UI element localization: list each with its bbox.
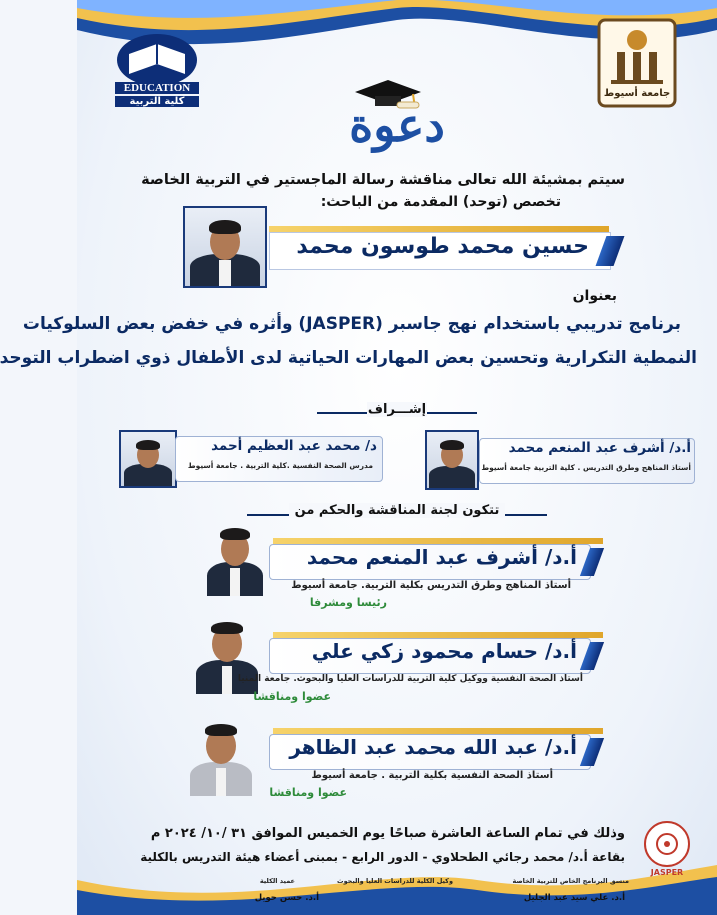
footer-venue-line: بقاعة أ.د/ محمد رجائي الطحلاوي - الدور الرابع - بمبنى أعضاء هيئة التدريس بالكلية	[140, 850, 625, 864]
jasper-logo-icon	[639, 820, 695, 868]
thesis-label: بعنوان	[572, 288, 617, 304]
researcher-name: حسين محمد طوسون محمد	[296, 234, 589, 259]
supervisor-1-title: أستاذ المناهج وطرق التدريس . كلية التربية جامعة أسيوط	[481, 463, 691, 472]
committee-member-1-photo	[207, 520, 263, 596]
supervisor-2-name: د/ محمد عبد العظيم أحمد	[211, 438, 377, 454]
supervision-label: إشـــراف	[367, 402, 427, 417]
supervisor-2-photo	[119, 430, 177, 488]
committee-member-2-name: أ.د/ حسام محمود زكي علي	[311, 639, 577, 663]
signature-2-title: وكيل الكلية للدراسات العليا والبحوث	[337, 877, 453, 885]
committee-member-3-name: أ.د/ عبد الله محمد عبد الظاهر	[289, 735, 577, 759]
intro-line-2: تخصص (توحد) المقدمة من الباحث:	[320, 194, 561, 210]
committee-member-3-photo	[189, 716, 253, 796]
thesis-title-line-1: برنامج تدريبي باستخدام نهج جاسبر (JASPER) وأثره في خفض بعض السلوكيات	[22, 314, 681, 334]
committee-member-2-title: أستاذ الصحة النفسية ووكيل كلية التربية للدراسات العليا والبحوث. جامعة المنيا	[237, 674, 583, 684]
education-logo-text: EDUCATION	[115, 82, 199, 94]
jasper-badge	[639, 820, 695, 880]
researcher-name-banner	[269, 226, 609, 270]
researcher-photo	[183, 206, 267, 288]
education-logo-subtext: كلية التربية	[115, 96, 199, 107]
jasper-badge-text: JASPER	[650, 868, 684, 877]
education-logo	[115, 30, 199, 110]
committee-member-3-role: عضوا ومناقشا	[269, 786, 347, 799]
committee-member-2-role: عضوا ومناقشا	[253, 690, 331, 703]
thesis-title-line-2: النمطية التكرارية وتحسين بعض المهارات الحياتية لدى الأطفال ذوي اضطراب التوحد	[0, 348, 697, 368]
bottom-wave-decoration	[77, 855, 717, 915]
assiut-university-logo	[597, 18, 677, 108]
committee-member-1-role: رئيسا ومشرفا	[309, 596, 387, 609]
book-icon	[115, 30, 199, 86]
committee-member-1-name: أ.د/ أشرف عبد المنعم محمد	[306, 545, 577, 569]
signature-1-title: منسق البرنامج الخاص للتربية الخاصة	[512, 877, 629, 885]
committee-member-3-title: أستاذ الصحة النفسية بكلية التربية . جامعة أسيوط	[311, 770, 553, 781]
committee-member-1-title: أستاذ المناهج وطرق التدريس بكلية التربية. جامعة أسيوط	[291, 580, 571, 591]
signature-1-name: أ.د. علي سيد عبد الجليل	[523, 893, 625, 903]
signature-3-name: أ.د. حسن حويل	[254, 893, 319, 903]
supervisor-1-name: أ.د/ أشرف عبد المنعم محمد	[508, 440, 691, 456]
signature-3-title: عميد الكلية	[259, 877, 295, 885]
intro-line-1: سيتم بمشيئة الله تعالى مناقشة رسالة الماجستير في التربية الخاصة	[141, 172, 625, 188]
page-title: دعوة	[349, 98, 445, 152]
footer-date-line: وذلك في تمام الساعة العاشرة صباحًا يوم الخميس الموافق ٣١ /١٠/ ٢٠٢٤ م	[150, 826, 625, 841]
committee-label: تتكون لجنة المناقشة والحكم من	[289, 503, 505, 518]
supervisor-1-photo	[425, 430, 479, 490]
supervisor-2-title: مدرس الصحة النفسية .كلية التربية . جامعة أسيوط	[187, 461, 373, 470]
university-logo-text: جامعة أسيوط	[603, 88, 671, 99]
